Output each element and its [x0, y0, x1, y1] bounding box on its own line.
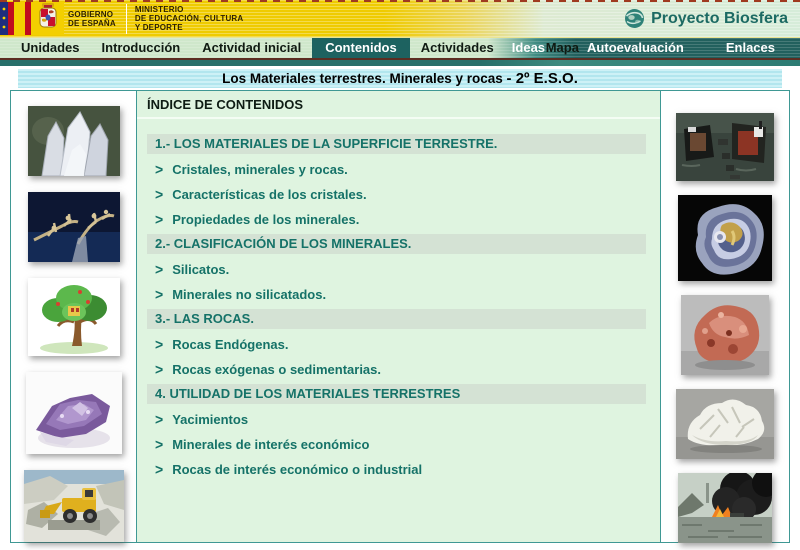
toc-list: [137, 119, 660, 484]
nav-right-group: [491, 38, 796, 58]
thumb-agate-geode: [678, 195, 772, 281]
toc-link-label: Silicatos.: [172, 261, 230, 277]
globe-icon: [624, 8, 645, 29]
toc-link-minerales-interes[interactable]: [147, 434, 646, 454]
nav-item-actividades[interactable]: Actividades: [420, 40, 494, 55]
thumb-amethyst-crystal: [26, 372, 122, 454]
toc-link-label: Yacimientos: [172, 411, 249, 427]
header-divider: [126, 4, 127, 34]
chevron-right-icon: >: [155, 260, 164, 278]
teal-rule: [0, 60, 800, 66]
nav-item-actividad-inicial[interactable]: Actividad inicial: [202, 40, 302, 55]
page-title: [18, 69, 782, 88]
toc-link-rocas-interes[interactable]: [147, 459, 646, 479]
content-heading: ÍNDICE DE CONTENIDOS: [137, 91, 660, 119]
toc-link-label: Rocas Endógenas.: [172, 336, 289, 352]
toc-section-4: 4. UTILIDAD DE LOS MATERIALES TERRESTRES: [147, 384, 646, 404]
government-logo: [0, 0, 243, 37]
nav-item-unidades[interactable]: Unidades: [21, 40, 80, 55]
chevron-right-icon: >: [155, 410, 164, 428]
page-title-text: Los Materiales terrestres. Minerales y rocas: [222, 71, 503, 86]
chevron-right-icon: >: [155, 360, 164, 378]
toc-link-label: Minerales de interés económico: [172, 436, 370, 452]
government-label: GOBIERNO DE ESPAÑA: [68, 9, 116, 28]
toc-link-caracteristicas[interactable]: [147, 184, 646, 204]
nav-item-mapa[interactable]: Mapa: [545, 40, 579, 55]
chevron-right-icon: >: [155, 335, 164, 353]
thumb-red-granite-rock: [681, 295, 769, 375]
toc-link-silicatos[interactable]: [147, 259, 646, 279]
thumb-dendritic-mineral: [28, 192, 120, 262]
content-panel: [137, 91, 660, 542]
page-title-suffix: - 2º E.S.O.: [506, 70, 578, 87]
toc-link-propiedades[interactable]: [147, 209, 646, 229]
chevron-right-icon: >: [155, 435, 164, 453]
nav-item-ideas[interactable]: Ideas: [511, 40, 546, 55]
chevron-right-icon: >: [155, 185, 164, 203]
toc-link-exogenas[interactable]: [147, 359, 646, 379]
nav-item-contenidos[interactable]: Contenidos: [312, 38, 410, 58]
toc-link-label: Características de los cristales.: [172, 186, 367, 202]
toc-link-cristales[interactable]: [147, 159, 646, 179]
nav-item-autoevaluacion[interactable]: Autoevaluación: [587, 40, 684, 55]
toc-link-label: Cristales, minerales y rocas.: [172, 161, 348, 177]
left-image-column: [11, 91, 137, 542]
project-brand[interactable]: [624, 0, 788, 37]
brand-label: Proyecto Biosfera: [651, 9, 788, 27]
thumb-oil-tankers-aerial: [676, 113, 774, 181]
main-nav: [0, 37, 800, 58]
main-content: [10, 90, 790, 543]
spain-flag-icon: [0, 2, 64, 35]
chevron-right-icon: >: [155, 160, 164, 178]
site-header: [0, 0, 800, 37]
toc-section-3: 3.- LAS ROCAS.: [147, 309, 646, 329]
toc-section-2: 2.- CLASIFICACIÓN DE LOS MINERALES.: [147, 234, 646, 254]
thumb-white-quartz-rock: [676, 389, 774, 459]
toc-link-label: Minerales no silicatados.: [172, 286, 327, 302]
toc-link-label: Propiedades de los minerales.: [172, 211, 360, 227]
right-image-column: [660, 91, 789, 542]
toc-link-yacimientos[interactable]: [147, 409, 646, 429]
toc-link-no-silicatados[interactable]: [147, 284, 646, 304]
nav-item-introduccion[interactable]: Introducción: [101, 40, 181, 55]
toc-section-1: 1.- LOS MATERIALES DE LA SUPERFICIE TERRESTRE.: [147, 134, 646, 154]
nav-item-enlaces[interactable]: Enlaces: [725, 40, 775, 55]
thumb-quarry-excavator: [24, 470, 124, 542]
chevron-right-icon: >: [155, 210, 164, 228]
toc-link-label: Rocas de interés económico o industrial: [172, 461, 423, 477]
thumb-tree-illustration: [28, 278, 120, 356]
thumb-quartz-crystals: [28, 106, 120, 176]
chevron-right-icon: >: [155, 285, 164, 303]
thumb-coastal-oil-fire: [678, 473, 772, 543]
toc-link-endogenas[interactable]: [147, 334, 646, 354]
chevron-right-icon: >: [155, 460, 164, 478]
toc-link-label: Rocas exógenas o sedimentarias.: [172, 361, 381, 377]
ministry-label: MINISTERIO DE EDUCACIÓN, CULTURA Y DEPORTE: [134, 5, 244, 32]
